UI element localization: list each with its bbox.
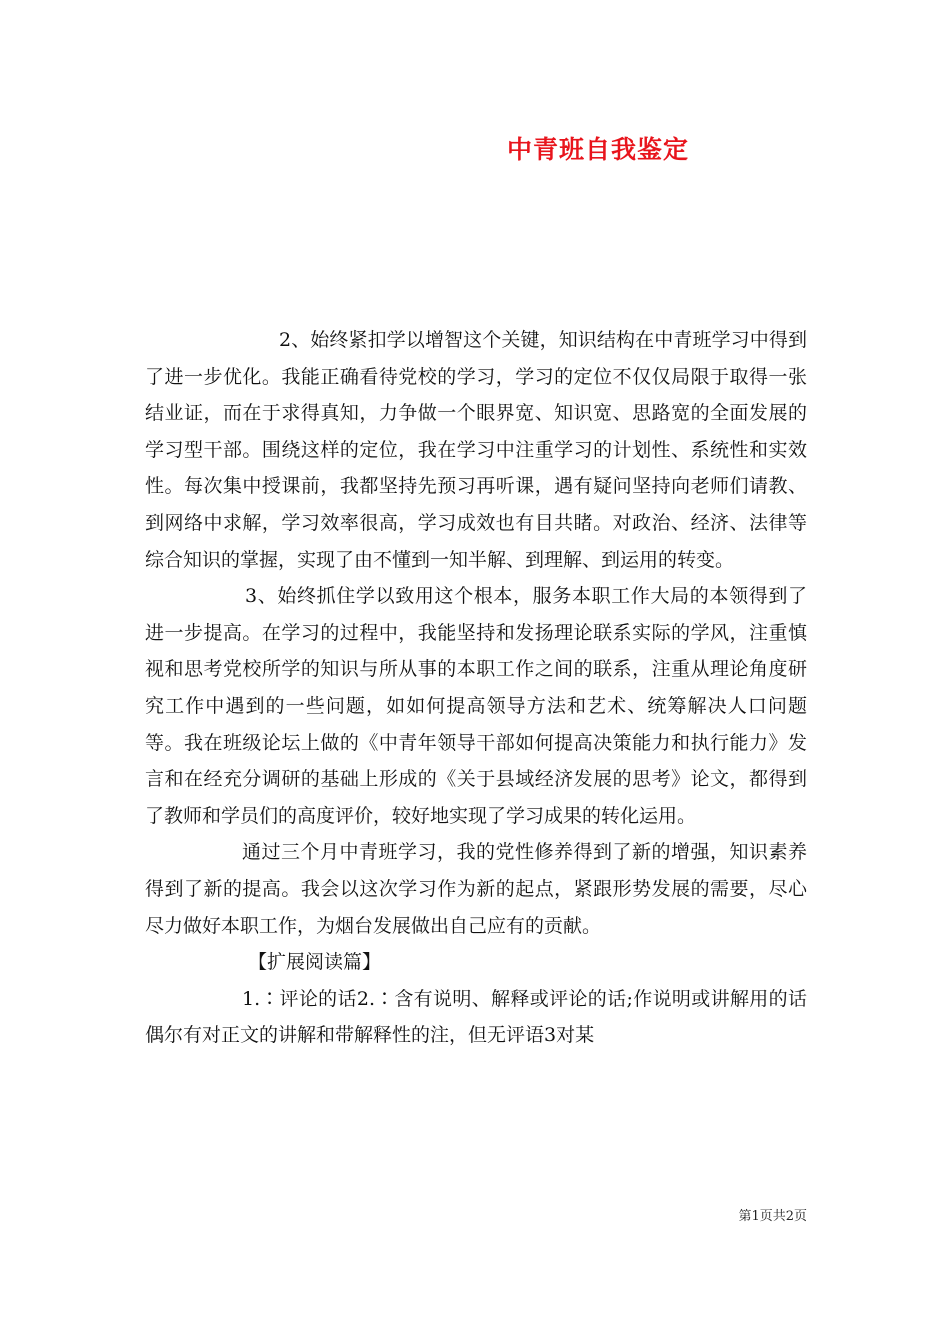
page-number-footer: 第1页共2页 xyxy=(738,1209,807,1224)
page-title: 中青班自我鉴定 xyxy=(506,135,689,164)
extended-reading-heading: 【扩展阅读篇】 xyxy=(248,951,382,974)
paragraph-point-2: 2、始终紧扣学以增智这个关键，知识结构在中青班学习中得到了进一步优化。我能正确看待党校的学习，学习的定位不仅仅局限于取得一张结业证，而在于求得真知，力争做一个眼界宽、知识宽、思路宽的全面发展的学习型干部。围绕这样的定位，我在学习中注重学习的计划性、系统性和实效性。每次集中授课前，我都坚持先预习再听课，遇有疑问坚持向老师们请教、到网络中求解，学习效率很高，学习成效也有目共睹。对政治、经济、法律等综合知识的掌握，实现了由不懂到一知半解、到理解、到运用的转变。 xyxy=(145,329,807,571)
paragraph-point-3: 3、始终抓住学以致用这个根本，服务本职工作大局的本领得到了进一步提高。在学习的过程中，我能坚持和发扬理论联系实际的学风，注重慎视和思考党校所学的知识与所从事的本职工作之间的联系，注重从理论角度研究工作中遇到的一些问题，如如何提高领导方法和艺术、统筹解决人口问题等。我在班级论坛上做的《中青年领导干部如何提高决策能力和执行能力》发言和在经充分调研的基础上形成的《关于县域经济发展的思考》论文，都得到了教师和学员们的高度评价，较好地实现了学习成果的转化运用。 xyxy=(145,585,807,827)
document-body xyxy=(145,322,807,1054)
paragraph-conclusion: 通过三个月中青班学习，我的党性修养得到了新的增强，知识素养得到了新的提高。我会以这次学习作为新的起点，紧跟形势发展的需要，尽心尽力做好本职工作，为烟台发展做出自己应有的贡献。 xyxy=(145,841,807,937)
paragraph-extended-reading: 1.∶评论的话2.∶含有说明、解释或评论的话;作说明或讲解用的话偶尔有对正文的讲解和带解释性的注，但无评语3对某 xyxy=(145,987,807,1047)
